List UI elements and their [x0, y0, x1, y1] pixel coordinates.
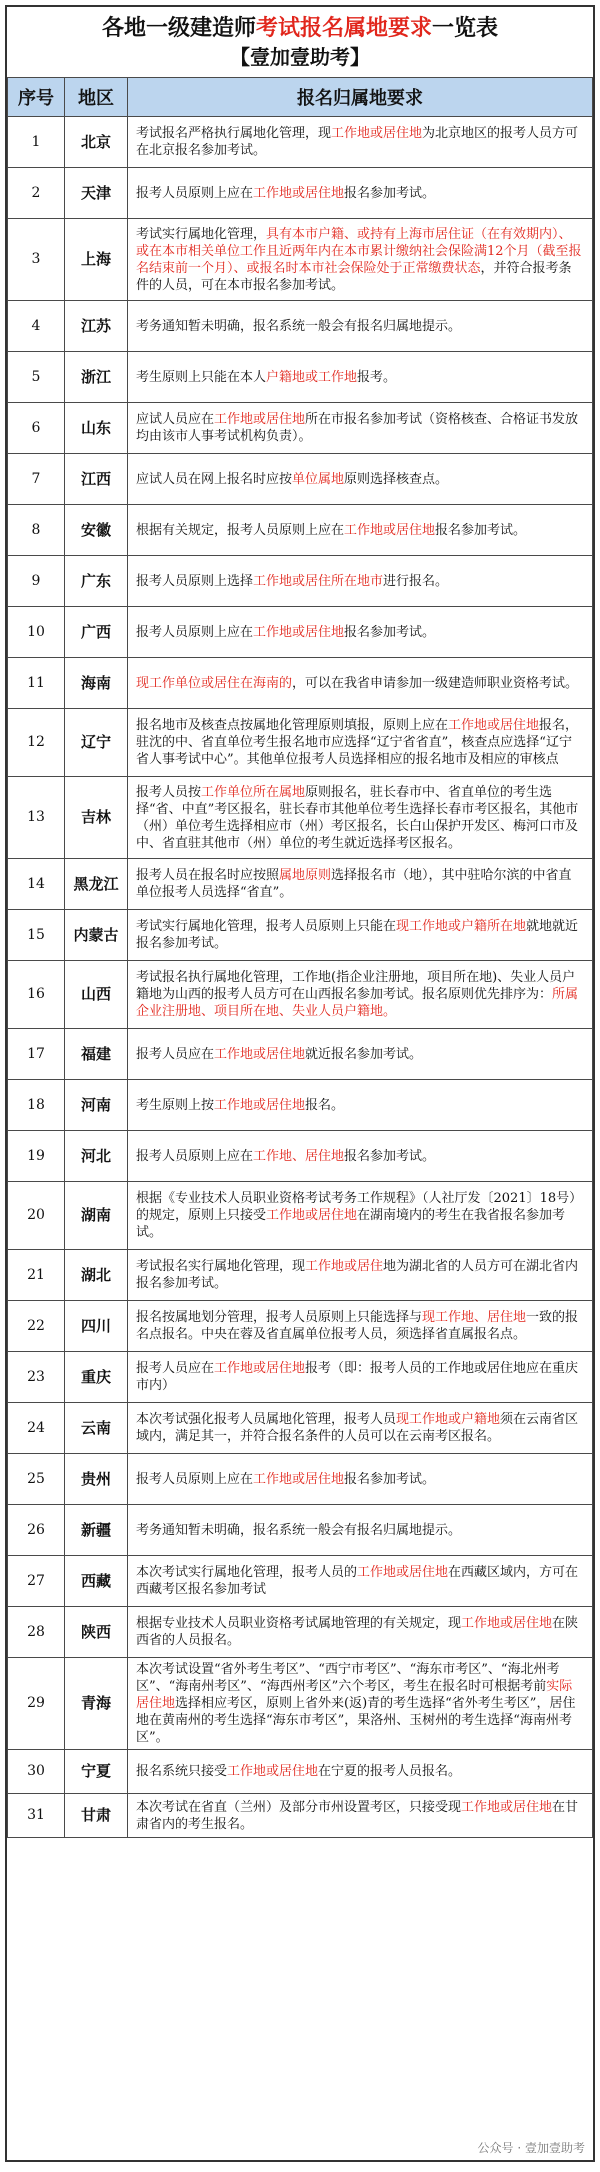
- requirement-text: 考试报名实行属地化管理，现: [136, 1259, 306, 1274]
- row-region: 新疆: [65, 1505, 128, 1556]
- table-row: [8, 1454, 593, 1505]
- table-row: [8, 556, 593, 607]
- row-region: 北京: [65, 117, 128, 168]
- requirement-highlight: 工作单位所在属地: [201, 784, 306, 800]
- requirement-text: 报名地市及核查点按属地化管理原则填报，原则上应在: [136, 718, 449, 733]
- row-requirement: [128, 352, 593, 403]
- row-requirement: [128, 859, 593, 910]
- requirement-highlight: 属地原则: [279, 868, 332, 883]
- row-requirement: [128, 1301, 593, 1352]
- requirement-text: ，可以在我省申请参加一级建造师职业资格考试。: [292, 675, 579, 691]
- table-row: [8, 658, 593, 709]
- row-index: 15: [8, 910, 65, 961]
- row-index: 13: [8, 777, 65, 859]
- requirement-highlight: 户籍地或工作地: [266, 369, 358, 385]
- requirement-text: 报名参加考试。: [344, 1471, 436, 1487]
- row-index: 19: [8, 1131, 65, 1182]
- title-part-2: 一览表: [432, 15, 499, 41]
- table-row: [8, 403, 593, 454]
- requirement-highlight: 工作地或居住地: [448, 718, 540, 733]
- requirement-text: 在陕西省的人员报名。: [136, 1616, 579, 1648]
- row-region: 广西: [65, 607, 128, 658]
- requirement-text: 报考人员原则上选择: [136, 573, 254, 589]
- row-requirement: [128, 1505, 593, 1556]
- table-row: [8, 1750, 593, 1794]
- row-index: 20: [8, 1182, 65, 1250]
- row-index: 11: [8, 658, 65, 709]
- header-index: 序号: [8, 78, 65, 117]
- table-row: [8, 961, 593, 1029]
- requirement-text: 本次考试设置“省外考生考区”、“西宁市考区”、“海东市考区”、“海北州考区”、“海南州考区”、“海西州考区”六个考区，考生在报名时可根据考前: [136, 1662, 560, 1694]
- row-requirement: [128, 505, 593, 556]
- row-region: 云南: [65, 1403, 128, 1454]
- requirement-text: 考试实行属地化管理，报考人员原则上只能在: [136, 919, 397, 934]
- requirement-highlight: 工作地或居住地: [461, 1799, 553, 1815]
- requirement-text: 根据《专业技术人员职业资格考试考务工作规程》（人社厅发〔2021〕18号）的规定，原则上只接受: [136, 1191, 583, 1223]
- row-requirement: [128, 219, 593, 301]
- requirement-text: 选择相应考区，原则上省外来(返)青的考生选择“省外考生考区”，居住地在黄南州的考生选择“海东市考区”，果洛州、玉树州的考生选择“海南州考区”。: [136, 1696, 576, 1745]
- requirement-highlight: 工作地或居住地: [253, 1471, 345, 1487]
- requirement-text: 本次考试实行属地化管理，报考人员的: [136, 1565, 358, 1580]
- row-index: 5: [8, 352, 65, 403]
- row-requirement: [128, 1556, 593, 1607]
- table-row: [8, 709, 593, 777]
- requirement-text: 考试报名严格执行属地化管理，现: [136, 126, 332, 141]
- requirement-text: 报名参加考试。: [435, 522, 527, 538]
- requirement-text: 考生原则上按: [136, 1097, 215, 1113]
- requirement-highlight: 工作地或居住地: [331, 126, 423, 141]
- requirement-text: 原则选择核查点。: [344, 471, 449, 487]
- table-row: [8, 1029, 593, 1080]
- requirement-text: 根据专业技术人员职业资格考试属地管理的有关规定，现: [136, 1616, 462, 1631]
- requirements-table: [7, 77, 593, 1838]
- row-index: 7: [8, 454, 65, 505]
- row-index: 1: [8, 117, 65, 168]
- document-subtitle: 【壹加壹助考】: [230, 45, 370, 69]
- requirement-text: 报名。: [305, 1097, 345, 1113]
- row-index: 28: [8, 1607, 65, 1658]
- row-region: 江苏: [65, 301, 128, 352]
- requirement-highlight: 工作地或居住地: [253, 185, 345, 201]
- requirement-highlight: 现工作单位或居住在海南的: [136, 675, 293, 691]
- table-row: [8, 117, 593, 168]
- requirement-text: 在宁夏的报考人员报名。: [318, 1764, 462, 1779]
- table-row: [8, 1250, 593, 1301]
- table-row: [8, 910, 593, 961]
- row-requirement: [128, 1080, 593, 1131]
- row-requirement: [128, 117, 593, 168]
- row-requirement: [128, 1029, 593, 1080]
- row-region: 贵州: [65, 1454, 128, 1505]
- row-region: 甘肃: [65, 1794, 128, 1838]
- requirement-highlight: 工作地或居住地: [461, 1616, 553, 1631]
- row-requirement: [128, 777, 593, 859]
- table-row: [8, 777, 593, 859]
- table-row: [8, 859, 593, 910]
- requirement-text: 本次考试强化报考人员属地化管理，报考人员: [136, 1412, 397, 1427]
- requirement-highlight: 所属企业注册地、项目所在地、失业人员户籍地。: [136, 987, 579, 1019]
- requirement-text: 在湖南境内的考生在我省报名参加考试。: [136, 1208, 566, 1240]
- requirement-text: 报考人员按: [136, 784, 202, 800]
- requirement-text: 报考人员应在: [136, 1361, 215, 1376]
- table-row: [8, 301, 593, 352]
- row-requirement: [128, 1794, 593, 1838]
- requirement-highlight: 工作地、居住地: [253, 1148, 345, 1164]
- row-index: 30: [8, 1750, 65, 1794]
- row-region: 黑龙江: [65, 859, 128, 910]
- row-index: 16: [8, 961, 65, 1029]
- row-index: 26: [8, 1505, 65, 1556]
- row-requirement: [128, 1607, 593, 1658]
- row-region: 青海: [65, 1658, 128, 1750]
- requirement-text: 在甘肃省内的考生报名。: [136, 1799, 579, 1832]
- row-requirement: [128, 658, 593, 709]
- requirement-highlight: 工作地或居住地: [266, 1208, 358, 1223]
- table-row: [8, 168, 593, 219]
- document-title: [7, 7, 593, 43]
- row-region: 河南: [65, 1080, 128, 1131]
- row-index: 3: [8, 219, 65, 301]
- row-index: 31: [8, 1794, 65, 1838]
- requirement-highlight: 工作地或居住地: [227, 1764, 319, 1779]
- row-region: 广东: [65, 556, 128, 607]
- requirement-highlight: 工作地或居住地: [253, 624, 345, 640]
- row-region: 西藏: [65, 1556, 128, 1607]
- row-requirement: [128, 403, 593, 454]
- row-region: 山东: [65, 403, 128, 454]
- row-region: 福建: [65, 1029, 128, 1080]
- requirement-text: 报名按属地划分管理，报考人员原则上只能选择与: [136, 1310, 423, 1325]
- row-region: 河北: [65, 1131, 128, 1182]
- row-region: 辽宁: [65, 709, 128, 777]
- table-row: [8, 219, 593, 301]
- row-index: 14: [8, 859, 65, 910]
- table-row: [8, 1658, 593, 1750]
- requirement-highlight: 工作地或居住地: [214, 1046, 306, 1062]
- table-row: [8, 1301, 593, 1352]
- requirement-text: 就地就近报名参加考试。: [136, 919, 579, 951]
- row-index: 9: [8, 556, 65, 607]
- requirement-text: 报考。: [357, 369, 397, 385]
- row-region: 浙江: [65, 352, 128, 403]
- header-requirement: 报名归属地要求: [128, 78, 593, 117]
- document-frame: [5, 5, 595, 2162]
- row-index: 29: [8, 1658, 65, 1750]
- row-requirement: [128, 709, 593, 777]
- row-requirement: [128, 301, 593, 352]
- requirement-highlight: 现工作地或户籍所在地: [396, 919, 527, 934]
- row-requirement: [128, 1250, 593, 1301]
- row-requirement: [128, 1352, 593, 1403]
- row-region: 天津: [65, 168, 128, 219]
- requirement-text: 须在云南省区域内，满足其一，并符合报名条件的人员可以在云南考区报名。: [136, 1412, 579, 1444]
- row-requirement: [128, 556, 593, 607]
- requirement-text: 报考人员原则上应在: [136, 1148, 254, 1164]
- table-row: [8, 1794, 593, 1838]
- row-requirement: [128, 910, 593, 961]
- table-row: [8, 1182, 593, 1250]
- row-index: 27: [8, 1556, 65, 1607]
- requirement-text: 报名参加考试。: [344, 185, 436, 201]
- table-header-row: [8, 78, 593, 117]
- requirement-highlight: 现工作地或户籍地: [396, 1412, 501, 1427]
- row-index: 10: [8, 607, 65, 658]
- row-requirement: [128, 168, 593, 219]
- row-region: 江西: [65, 454, 128, 505]
- requirement-text: 报考人员应在: [136, 1046, 215, 1062]
- row-index: 6: [8, 403, 65, 454]
- row-index: 24: [8, 1403, 65, 1454]
- row-index: 2: [8, 168, 65, 219]
- requirement-text: 应试人员在网上报名时应按: [136, 471, 293, 487]
- row-region: 湖北: [65, 1250, 128, 1301]
- row-index: 18: [8, 1080, 65, 1131]
- table-row: [8, 1131, 593, 1182]
- row-region: 重庆: [65, 1352, 128, 1403]
- requirement-highlight: 工作地或居住地: [357, 1565, 449, 1580]
- requirement-text: 报考人员在报名时应按照: [136, 868, 280, 883]
- requirement-text: 考务通知暂未明确，报名系统一般会有报名归属地提示。: [136, 1522, 462, 1538]
- requirement-highlight: 工作地或居住地: [214, 1361, 306, 1376]
- requirement-text: 就近报名参加考试。: [305, 1046, 423, 1062]
- row-index: 8: [8, 505, 65, 556]
- requirement-highlight: 工作地或居住地: [344, 522, 436, 538]
- row-index: 17: [8, 1029, 65, 1080]
- row-requirement: [128, 1403, 593, 1454]
- requirement-text: 地为湖北省的人员方可在湖北省内报名参加考试。: [136, 1259, 579, 1291]
- row-index: 12: [8, 709, 65, 777]
- requirement-text: 报名参加考试。: [344, 624, 436, 640]
- row-index: 23: [8, 1352, 65, 1403]
- requirement-text: 报考人员原则上应在: [136, 624, 254, 640]
- requirement-text: 一致的报名点报名。中央在蓉及省直属单位报考人员，须选择省直属报名点。: [136, 1310, 579, 1342]
- row-region: 上海: [65, 219, 128, 301]
- requirement-text: 原则报名，驻长春市中、省直单位的考生选择“省、中直”考区报名，驻长春市其他单位考生选择长春市考区报名，其他市（州）单位考生选择相应市（州）考区报名，长白山保护开发区、梅河口市及中、省直驻其他市（州）单位的考生就近选择考区报名。: [136, 784, 579, 851]
- header-region: 地区: [65, 78, 128, 117]
- row-requirement: [128, 1658, 593, 1750]
- row-region: 湖南: [65, 1182, 128, 1250]
- requirement-text: 报考人员原则上应在: [136, 185, 254, 201]
- title-part-1: 各地一级建造师: [101, 15, 256, 41]
- table-row: [8, 1505, 593, 1556]
- table-row: [8, 1607, 593, 1658]
- table-row: [8, 1556, 593, 1607]
- requirement-text: 在西藏区域内，方可在西藏考区报名参加考试: [136, 1565, 579, 1597]
- requirement-text: 选择报名市（地），其中驻哈尔滨的中省直单位报考人员选择“省直”。: [136, 868, 572, 900]
- requirement-text: 报名参加考试。: [344, 1148, 436, 1164]
- table-row: [8, 607, 593, 658]
- requirement-highlight: 单位属地: [292, 471, 345, 487]
- requirement-text: 报名，驻沈的中、省直单位考生报名地市应选择“辽宁省省直”，核查点应选择“辽宁省人事考试中心”。其他单位报考人员选择相应的报名地市及相应的审核点: [136, 718, 579, 767]
- row-region: 安徽: [65, 505, 128, 556]
- requirement-highlight: 工作地或居住地: [214, 412, 306, 427]
- requirement-text: 考生原则上只能在本人: [136, 369, 267, 385]
- requirement-highlight: 实际居住地: [136, 1679, 573, 1711]
- requirement-text: 报考（即：报考人员的工作地或居住地应在重庆市内）: [136, 1361, 579, 1393]
- row-region: 吉林: [65, 777, 128, 859]
- requirement-text: 考务通知暂未明确，报名系统一般会有报名归属地提示。: [136, 318, 462, 334]
- row-region: 山西: [65, 961, 128, 1029]
- watermark: 公众号 · 壹加壹助考: [477, 2141, 585, 2155]
- row-region: 宁夏: [65, 1750, 128, 1794]
- row-requirement: [128, 1454, 593, 1505]
- table-row: [8, 1080, 593, 1131]
- requirement-text: 本次考试在省直（兰州）及部分市州设置考区，只接受现: [136, 1799, 462, 1815]
- row-requirement: [128, 1750, 593, 1794]
- requirement-text: 应试人员应在: [136, 412, 215, 427]
- table-row: [8, 1403, 593, 1454]
- table-row: [8, 1352, 593, 1403]
- requirement-highlight: 工作地或居住地: [214, 1097, 306, 1113]
- row-requirement: [128, 1131, 593, 1182]
- table-row: [8, 505, 593, 556]
- requirement-highlight: 工作地或居住所在地市: [253, 573, 384, 589]
- requirement-text: 根据有关规定，报考人员原则上应在: [136, 522, 345, 538]
- requirement-text: 报名系统只接受: [136, 1764, 228, 1779]
- row-requirement: [128, 961, 593, 1029]
- row-region: 四川: [65, 1301, 128, 1352]
- requirement-text: 考试报名执行属地化管理，工作地(指企业注册地，项目所在地)、失业人员户籍地为山西的报考人员方可在山西报名参加考试。报名原则优先排序为：: [136, 970, 576, 1002]
- row-index: 4: [8, 301, 65, 352]
- requirement-highlight: 工作地或居住: [305, 1259, 384, 1274]
- row-index: 25: [8, 1454, 65, 1505]
- table-row: [8, 454, 593, 505]
- row-region: 陕西: [65, 1607, 128, 1658]
- requirement-highlight: 具有本市户籍、或持有上海市居住证（在有效期内）、或在本市相关单位工作且近两年内在本市累计缴纳社会保险满12个月（截至报名结束前一个月）、或报名时本市社会保险处于正常缴费状态: [136, 226, 582, 276]
- requirement-text: ，并符合报考条件的人员，可在本市报名参加考试。: [136, 260, 572, 293]
- row-region: 海南: [65, 658, 128, 709]
- row-region: 内蒙古: [65, 910, 128, 961]
- table-row: [8, 352, 593, 403]
- table-body: [8, 117, 593, 1838]
- requirement-text: 报考人员原则上应在: [136, 1471, 254, 1487]
- row-requirement: [128, 454, 593, 505]
- row-index: 21: [8, 1250, 65, 1301]
- requirement-text: 所在市报名参加考试（资格核查、合格证书发放均由该市人事考试机构负责）。: [136, 412, 579, 444]
- row-requirement: [128, 607, 593, 658]
- row-index: 22: [8, 1301, 65, 1352]
- requirement-text: 进行报名。: [383, 573, 449, 589]
- row-requirement: [128, 1182, 593, 1250]
- requirement-highlight: 现工作地、居住地: [422, 1310, 527, 1325]
- requirement-text: 为北京地区的报考人员方可在北京报名参加考试。: [136, 126, 579, 158]
- requirement-text: 考试实行属地化管理，: [136, 226, 267, 242]
- title-highlight: 考试报名属地要求: [255, 15, 432, 41]
